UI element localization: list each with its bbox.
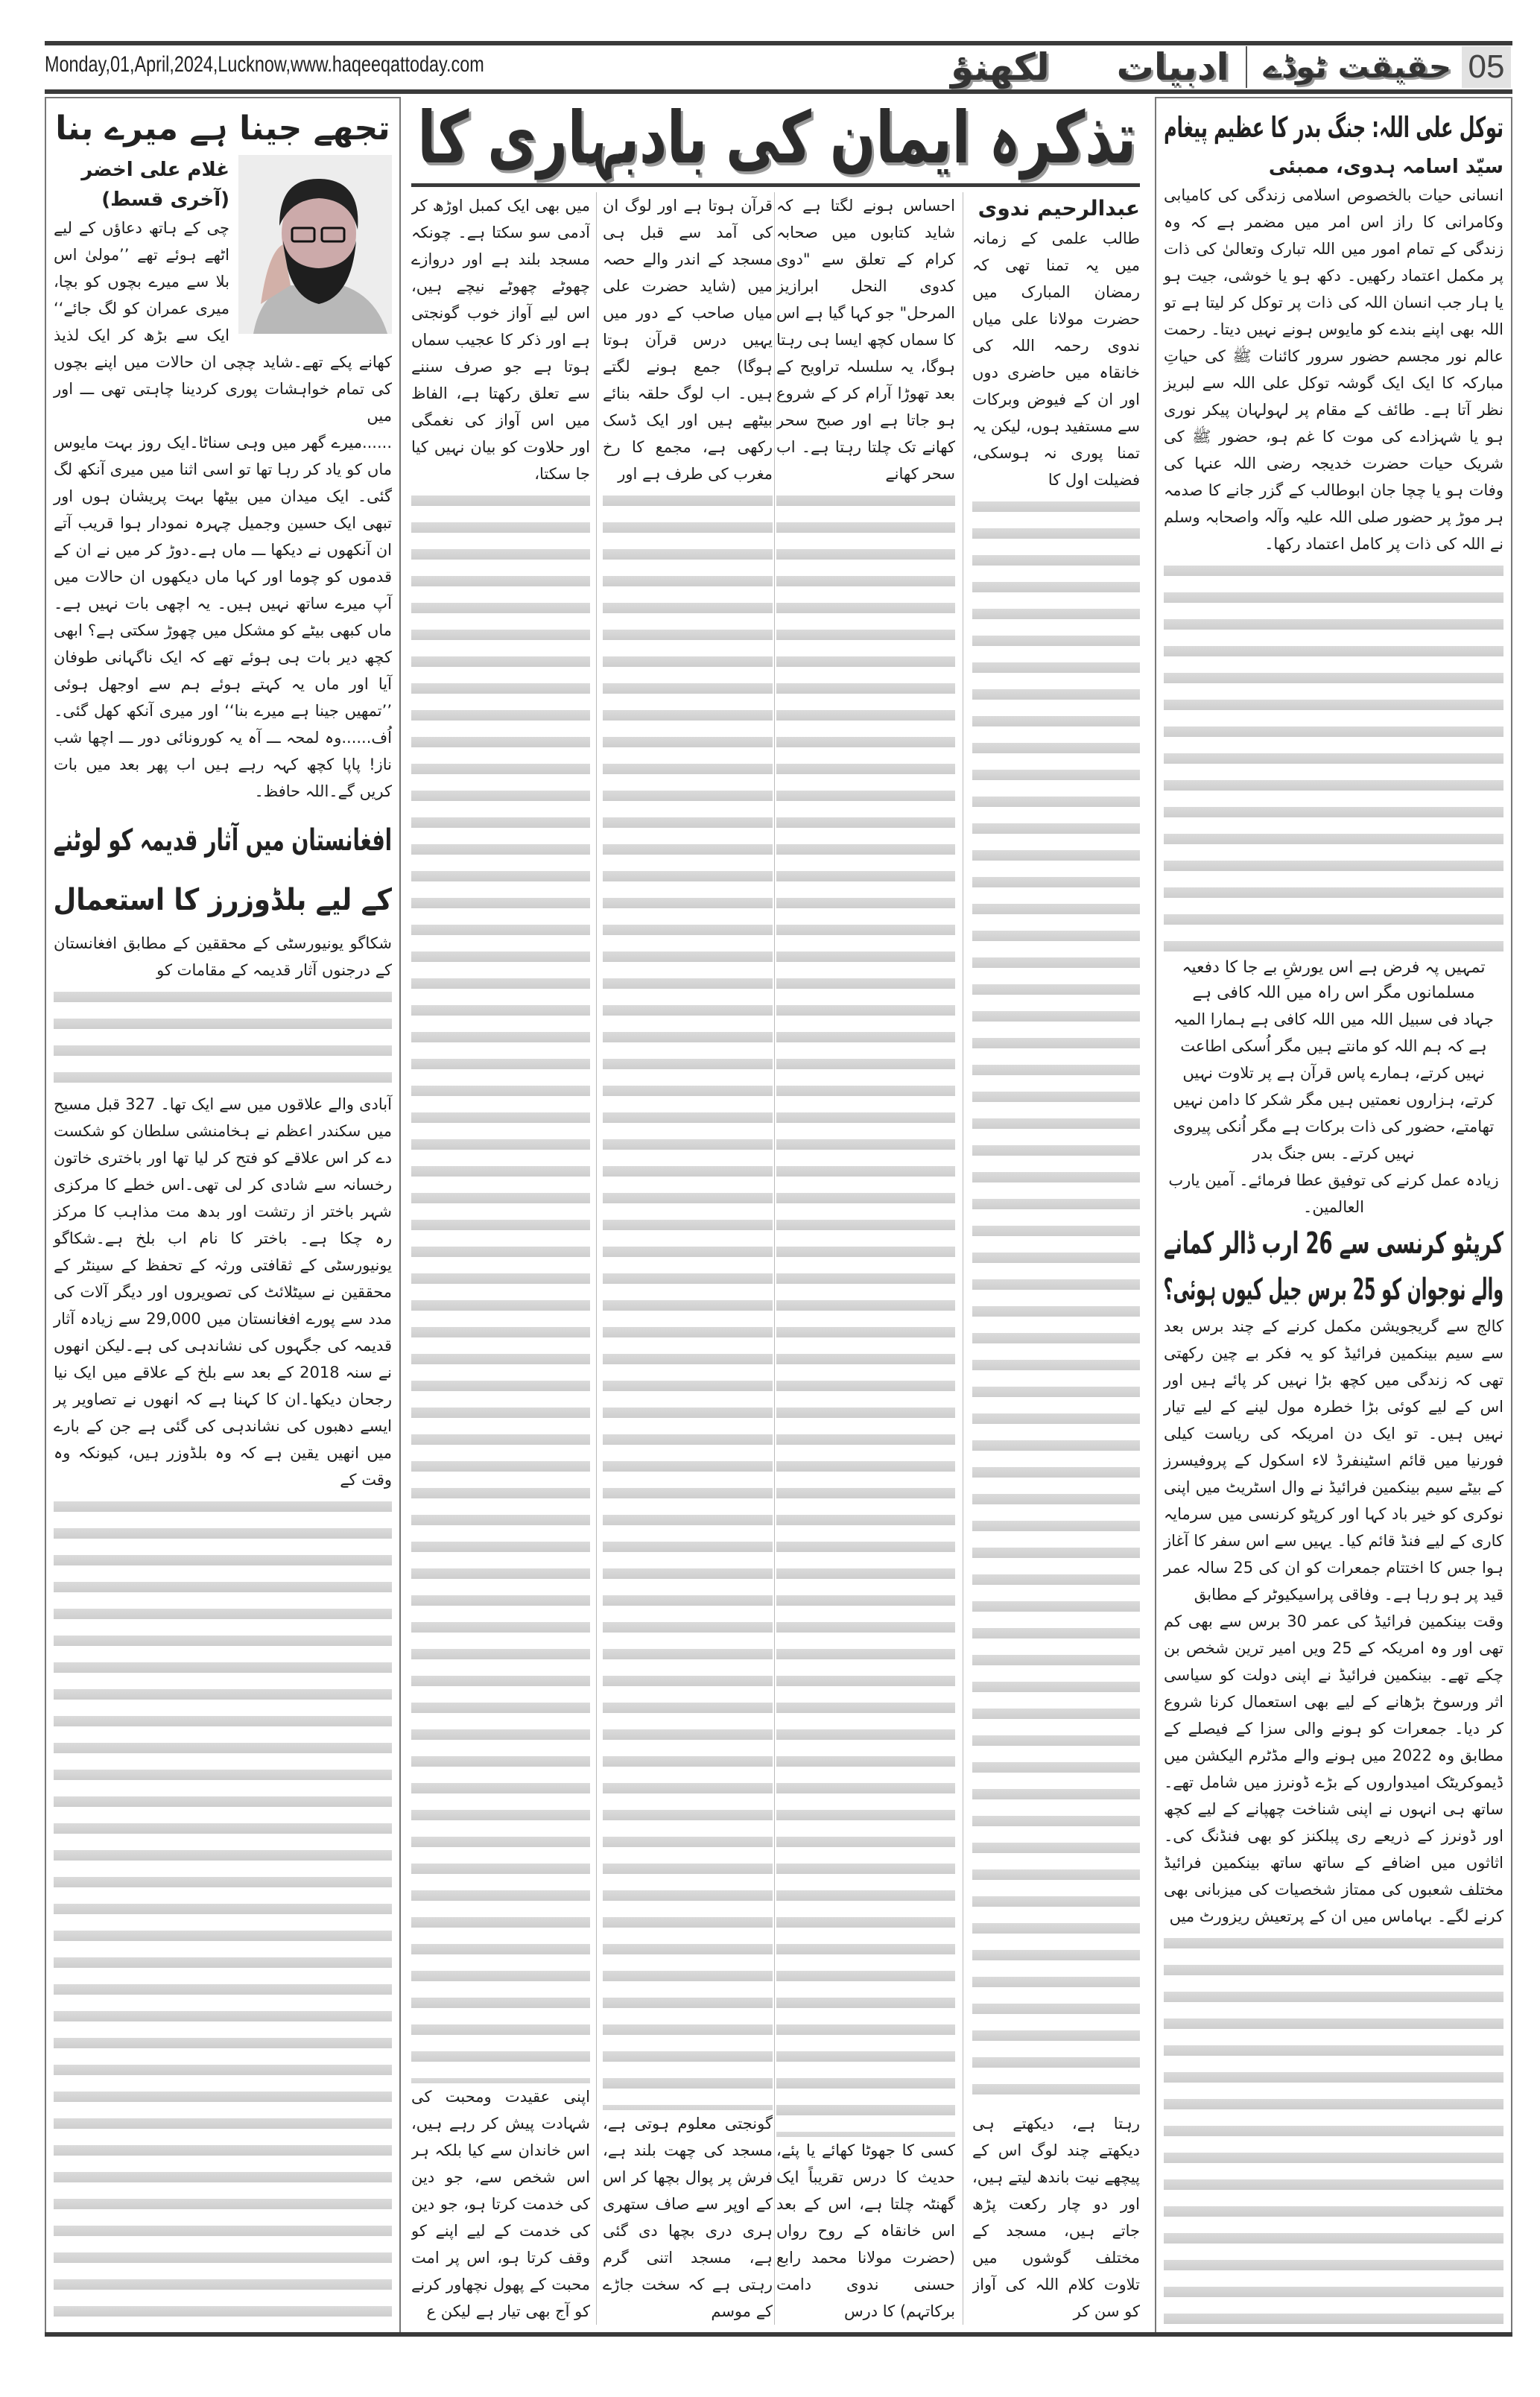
left-story-para1: چی کے ہاتھ دعاؤں کے لیے اٹھے ہوئے تھے ’’مولیٰ اس بلا سے میرے بچوں کو بچا، میری عمران کو لگ جائے‘‘ ایک سے بڑھ کر ایک لذیذ کھانے پکے تھے۔شاید چچی ان حالات میں اپنے بچوں کی تمام خواہشات پوری کردینا چاہتی تھی ـــ اور میں [54, 219, 392, 425]
city-name: لکھنؤ [950, 45, 1050, 89]
center-column-3 [603, 192, 773, 2325]
column-ending: رہتا ہے، دیکھتے ہی دیکھتے چند لوگ اس کے پیچھے نیت باندھ لیتے ہیں، اور دو چار رکعت پڑھ جاتے ہیں، مسجد کے مختلف گوشوں میں تلاوت کلام اللہ کی آواز کو سن کر [972, 2115, 1140, 2320]
author-portrait-icon [238, 155, 392, 334]
center-story-title: تذکرہ ایمان کی بادبہاری کا [417, 96, 1136, 180]
masthead [820, 46, 1511, 88]
right-story-author: سیّد اسامہ ہدوی، ممبئی [1268, 156, 1503, 178]
column-ending: گونجتی معلوم ہوتی ہے، مسجد کی چھت بلند ہے، فرش پر پوال بچھا کر اس کے اوپر سے صاف ستھری ہری دری بچھا دی گئی ہے، مسجد اتنی گرم رہتی ہے کہ سخت جاڑے کے موسم [603, 2115, 773, 2320]
left-story-para2: ......میرے گھر میں وہی سناٹا۔ایک روز بہت مایوس ماں کو یاد کر رہا تھا تو اسی اثنا میں میری آنکھ لگ گئی۔ ایک میدان میں بیٹھا بہت پریشان ہوں اور تبھی ایک حسین وجمیل چہرہ نمودار ہوا قریب آتے ان آنکھوں نے دیکھا ـــ ماں ہے۔دوڑ کر میں نے ان کے قدموں کو چوما اور کہا ماں دیکھوں ان حالات میں آپ میرے ساتھ نہیں ہیں۔ یہ اچھی بات نہیں ہے۔ماں کبھی بیٹے کو مشکل میں چھوڑ سکتی ہے؟ ابھی کچھ دیر بات ہی ہوئے تھے کہ ایک ناگہانی طوفان آیا اور ماں یہ کہتے ہوئے ہم سے اوجھل ہوئی ’’تمھیں جینا ہے میرے بنا‘‘ اور میری آنکھ کھل گئی۔اُف......وہ لمحہ ـــ آہ یہ کورونائی دور ـــ اچھا شب ناز! پاپا کچھ کہہ رہے ہیں اب پھر بعد میں بات کریں گے۔اللہ حافظ۔ [54, 434, 392, 800]
column-rule [596, 192, 597, 2325]
text-lines [1164, 557, 1503, 955]
column-rule [774, 192, 775, 2325]
crypto-title-line2: والے نوجوان کو 25 برس جیل کیوں ہوئی؟ [1163, 1273, 1503, 1307]
column-text: احساس ہونے لگتا ہے کہ شاید کتابوں میں صحابہ کرام کے تعلق سے "دوی کدوی النحل ابرازیز المرحل" جو کہا گیا ہے اس کا سماں کچھ ایسا ہی رہتا ہوگا، یہ سلسلہ تراویح کے بعد تھوڑا آرام کر کے شروع ہو جاتا ہے اور صبح سحر کھانے تک چلتا رہتا ہے۔ اب سحر کھانے [776, 197, 955, 483]
crypto-para2: وقت بینکمین فرائیڈ کی عمر 30 برس سے بھی کم تھی اور وہ امریکہ کے 25 ویں امیر ترین شخص بن چکے تھے۔ بینکمین فرائیڈ نے اپنی دولت کو سیاسی اثر ورسوخ بڑھانے کے لیے بھی استعمال کرنا شروع کر دیا۔ جمعرات کو ہونے والی سزا کے فیصلے کے مطابق وہ 2022 میں ہونے والے مڈٹرم الیکشن میں ڈیموکریٹک امیدواروں کے بڑے ڈونرز میں شامل تھے۔ ساتھ ہی انہوں نے اپنی شناخت چھپانے کے لیے کچھ اور ڈونرز کے ذریعے ری پبلکنز کو بھی فنڈنگ کی۔ اثاثوں میں اضافے کے ساتھ ساتھ بینکمین فرائیڈ مختلف شعبوں کی ممتاز شخصیات کی میزبانی بھی کرنے لگے۔ بہاماس میں ان کے پرتعیش ریزورٹ میں [1164, 1612, 1503, 1925]
poem-line-1: تمہیں پہ فرض ہے اس یورشِ بے جا کا دفعیہ [1182, 958, 1486, 977]
top-rule [45, 41, 1512, 45]
author-photo [238, 155, 392, 334]
column-text: طالب علمی کے زمانہ میں یہ تمنا تھی کہ رمضان المبارک میں حضرت مولانا علی میاں ندوی رحمہ اللہ کی خانقاہ میں حاضری دوں اور ان کے فیوض وبرکات سے مستفید ہوں، لیکن یہ تمنا پوری نہ ہوسکی، فضیلت اول کا [972, 229, 1140, 489]
crypto-title-line1: کرپٹو کرنسی سے 26 ارب ڈالر کمانے [1163, 1226, 1503, 1261]
left-story-installment: (آخری قسط) [101, 189, 229, 211]
center-column-2 [776, 192, 955, 2325]
text-lines [1164, 1930, 1503, 2328]
text-lines [972, 493, 1140, 2110]
text-lines [411, 487, 590, 2083]
afghan-title-line2: کے لیے بلڈوزرز کا استعمال [53, 883, 392, 917]
page-number: 05 [1462, 46, 1511, 88]
column-ending: اپنی عقیدت ومحبت کی شہادت پیش کر رہے ہیں، اس خاندان سے کیا بلکہ ہر اس شخص سے، جو دین کی خدمت کرتا ہو، جو دین کی خدمت کے لیے اپنے کو وقف کرتا ہو، اس پر امت محبت کے پھول نچھاور کرنے کو آج بھی تیار ہے لیکن ع [411, 2088, 590, 2320]
paper-logo: حقیقت ٹوڈے [1263, 48, 1451, 85]
crypto-para1: کالج سے گریجویشن مکمل کرنے کے چند برس بعد سے سیم بینکمین فرائیڈ کو یہ فکر بے چین رکھتی تھی کہ زندگی میں کچھ بڑا نہیں کر پائے ہیں اور اس کے لیے کوئی بڑا خطرہ مول لینے کے لیے تیار نہیں ہیں۔ تو ایک دن امریکہ کی ریاست کیلی فورنیا میں قائم اسٹینفرڈ لاء اسکول کے پروفیسرز کے بیٹے سیم بینکمین فرائیڈ نے وال اسٹریٹ میں اپنی نوکری کو خیر باد کہا اور کرپٹو کرنسی میں سرمایہ کاری کے لیے فنڈ قائم کیا۔ یہیں سے اس سفر کا آغاز ہوا جس کا اختتام جمعرات کو ان کی 25 سالہ عمر قید پر ہو رہا ہے۔ وفاقی پراسیکیوٹر کے مطابق [1164, 1317, 1503, 1603]
center-column-4 [411, 192, 590, 2325]
section-name: ادبیات [1116, 45, 1229, 89]
right-story-para2: جہاد فی سبیل اللہ میں اللہ کافی ہے ہمارا المیہ ہے کہ ہم اللہ کو مانتے ہیں مگر اُسکی اطاعت نہیں کرتے، ہمارے پاس قرآن ہے پر تلاوت نہیں کرتے، ہزاروں نعمتیں ہیں مگر شکر کا دامن نہیں تھامتے، حضور کی ذات برکات ہے مگر اُنکی پیروی نہیں کرتے۔ بس جنگ بدر [1173, 1010, 1495, 1162]
center-story-author: عبدالرحیم ندوی [977, 196, 1140, 221]
column-ending: کسی کا جھوٹا کھائے یا پئے، حدیث کا درس تقریباً ایک گھنٹہ چلتا ہے، اس کے بعد اس خانقاہ کے روح رواں (حضرت مولانا محمد رابع حسنی ندوی دامت برکاتہم) کا درس [776, 2141, 955, 2320]
column-text: قرآن ہوتا ہے اور لوگ ان کی آمد سے قبل ہی مسجد کے اندر والے حصہ میں (شاید حضرت علی میاں صاحب کے دور میں یہیں درس قرآن ہوتا ہوگا) جمع ہونے لگتے ہیں۔ اب لوگ حلقہ بنائے بیٹھے ہیں اور ایک ڈسک رکھی ہے، مجمع کا رخ مغرب کی طرف ہے اور [603, 197, 773, 483]
poem-line-2: مسلمانوں مگر اس راہ میں اللہ کافی ہے [1192, 984, 1475, 1002]
left-story-title: تجھے جینا ہے میرے بنا [55, 110, 390, 148]
right-story-title: توکل علی اللہ: جنگ بدر کا عظیم پیغام [1164, 111, 1503, 144]
bottom-rule [45, 2332, 1512, 2337]
header-bottom-rule [45, 89, 1512, 94]
column-text: میں بھی ایک کمبل اوڑھ کر آدمی سو سکتا ہے۔ چونکہ مسجد بلند ہے اور دروازے چھوٹے چھوٹے نیچے ہیں، اس لیے آواز خوب گونجتی ہے اور ذکر کا عجیب سماں ہوتا ہے جو صرف سننے سے تعلق رکھتا ہے، الفاظ میں اس آواز کی نغمگی اور حلاوت کو بیان نہیں کیا جا سکتا، [411, 197, 590, 483]
text-lines [54, 1493, 392, 2328]
dateline: Monday,01,April,2024,Lucknow,www.haqeeqattoday.com [45, 52, 484, 77]
left-column [45, 97, 401, 2334]
left-story-body [54, 155, 392, 805]
afghan-para1: شکاگو یونیورسٹی کے محققین کے مطابق افغانستان کے درجنوں آثار قدیمہ کے مقامات کو [54, 934, 392, 979]
center-column-1 [972, 192, 1140, 2325]
text-lines [603, 487, 773, 2110]
afghan-para2: آبادی والے علاقوں میں سے ایک تھا۔ 327 قبل مسیح میں سکندر اعظم نے ہخامنشی سلطان کو شکست دے کر اس علاقے کو فتح کر لیا تھا اور باختری خاتون رخسانہ سے شادی کر لی تھی۔اس خطے کا مرکزی شہر باختر از رتشت اور بدھ مت مذاہب کا مرکز رہ چکا ہے۔ باختر کا نام اب بلخ ہے۔شکاگو یونیورسٹی کے ثقافتی ورثہ کے تحفظ کے سینٹر کے محققین نے سیٹلائٹ کی تصویروں اور دیگر آلات کی مدد سے پورے افغانستان میں 29,000 سے زیادہ آثار قدیمہ کی جگہوں کی نشاندہی کی ہے۔لیکن انھوں نے سنہ 2018 کے بعد سے بلخ کے علاقے میں ایک نیا رجحان دیکھا۔ان کا کہنا ہے کہ انھوں نے تصاویر پر ایسے دھبوں کی نشاندہی کی گئی ہے جن کے بارے میں انھیں یقین ہے کہ وہ بلڈوزر ہیں، کیونکہ وہ وقت کے [54, 1095, 393, 1489]
right-story-closing: زیادہ عمل کرنے کی توفیق عطا فرمائے۔ آمین یارب العالمین۔ [1168, 1171, 1499, 1216]
right-column [1155, 97, 1512, 2334]
text-lines [54, 984, 392, 1091]
right-story-para1: انسانی حیات بالخصوص اسلامی زندگی کی کامیابی وکامرانی کا راز اس امر میں مضمر ہے کہ وہ زندگی کے تمام امور میں اللہ تبارک وتعالیٰ کی ذات پر مکمل اعتماد رکھیں۔ دکھ ہو یا خوشی، جیت ہو یا ہار جب انسان اللہ کی ذات پر توکل کر لیتا ہے تو اللہ بھی اپنے بندے کو مایوس ہونے نہیں دیتا۔ رحمت عالم نور مجسم حضور سرور کائنات ﷺ کی حیاتِ مبارکہ کا ایک ایک گوشہ توکل علی اللہ سے لبریز نظر آتا ہے۔ طائف کے مقام پر لہولہان پیکر نوری ہو یا شہزادے کی موت کا غم ہو، حضور ﷺ کی شریک حیات حضرت خدیجہ رضی اللہ عنہا کی وفات ہو یا چچا جان ابوطالب کے گزر جانے کا صدمہ ہر موڑ پر حضور صلی اللہ علیہ وآلہ واصحابہ وسلم نے اللہ کی ذات پر کامل اعتماد رکھا۔ [1164, 186, 1503, 553]
text-lines [776, 487, 955, 2137]
header-divider [1246, 46, 1247, 88]
left-story-author: غلام علی اخضر [81, 159, 229, 181]
center-title-rule [411, 183, 1140, 187]
afghan-title-line1: افغانستان میں آثار قدیمہ کو لوٹنے [53, 823, 392, 858]
